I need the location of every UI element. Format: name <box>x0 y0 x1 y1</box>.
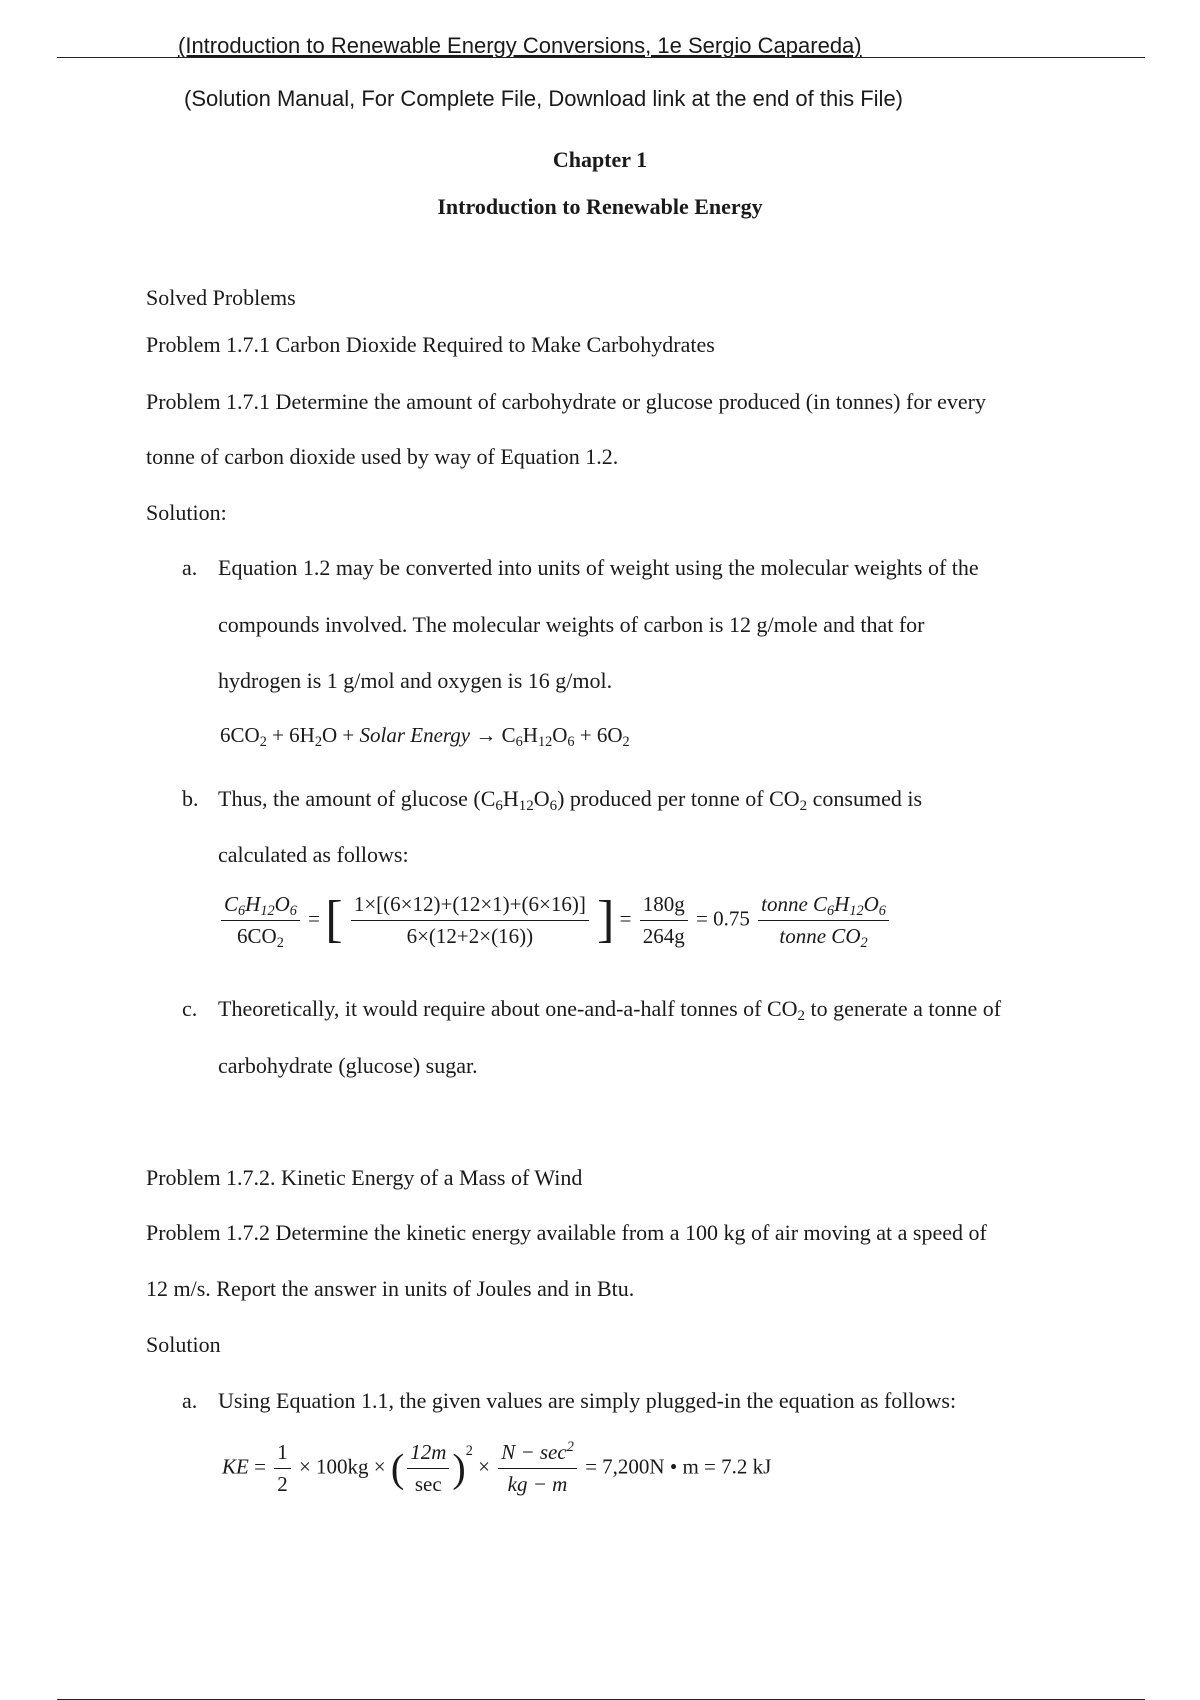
problem2-item-a-label: a. <box>182 1388 198 1413</box>
problem1-item-b-line2: calculated as follows: <box>218 842 409 867</box>
problem1-item-b-label: b. <box>182 786 199 811</box>
problem1-statement-line1: Problem 1.7.1 Determine the amount of carbohydrate or glucose produced (in tonnes) for every <box>146 389 987 414</box>
document-header-note: (Solution Manual, For Complete File, Download link at the end of this File) <box>184 86 904 111</box>
gram-ratio-fraction: $\frac{180g}{264g}$ <box>640 892 688 949</box>
problem1-item-a-line3: hydrogen is 1 g/mol and oxygen is 16 g/mol. <box>218 668 613 693</box>
problem2-statement-line2: 12 m/s. Report the answer in units of Joules and in Btu. <box>146 1276 635 1301</box>
problem2-statement-line1: Problem 1.7.2 Determine the kinetic energy available from a 100 kg of air moving at a speed of <box>146 1220 987 1245</box>
molecular-weight-fraction: $\frac{1\times[(6\times 12)+(12\times 1)+(6\times 16)]}{6\times(12+2\times(16))}$ <box>351 892 589 949</box>
problem1-item-a-line1: Equation 1.2 may be converted into units of weight using the molecular weights of the <box>218 555 979 580</box>
half-fraction: $\frac{1}{2}$ <box>274 1440 291 1497</box>
problem1-item-c-line2: carbohydrate (glucose) sugar. <box>218 1053 478 1078</box>
problem2-solution-label: Solution <box>146 1332 221 1357</box>
problem1-item-c-line1: Theoretically, it would require about one-and-a-half tonnes of $CO_2$ to generate a tonne of <box>218 996 1002 1025</box>
velocity-fraction: $\frac{12m}{\sec}$ <box>407 1440 449 1497</box>
document-header-title: (Introduction to Renewable Energy Conversions, 1e Sergio Capareda) <box>178 33 862 58</box>
kinetic-energy-equation: KE = $\frac{1}{2}$ × 100kg × ( $\frac{12m}{\sec}$ )$^2$ × $\frac{N - \sec^2}{kg - m}$ = 7,200N • m = 7.2 kJ <box>222 1439 772 1496</box>
glucose-ratio-equation: $\frac{C_6H_{12}O_6}{6CO_2}$ = [ $\frac{1\times[(6\times 12)+(12\times 1)+(6\times 16)]}{6\times(12+2\times(16))}$ ] = $\frac{180g}{264g}$ = 0.75 $\frac{tonne C_6H_{12}O_6}{tonne CO_2}$ <box>218 892 892 949</box>
section-title: Solved Problems <box>146 285 296 310</box>
photosynthesis-equation: $6CO_2 + 6H_2O$ + Solar Energy → $C_6H_{12}O_6 + 6O_2$ <box>220 723 630 750</box>
chapter-title: Introduction to Renewable Energy <box>437 194 763 219</box>
problem1-item-a-label: a. <box>182 555 198 580</box>
problem1-statement-line2: tonne of carbon dioxide used by way of Equation 1.2. <box>146 444 619 469</box>
problem2-item-a-line1: Using Equation 1.1, the given values are simply plugged-in the equation as follows: <box>218 1388 957 1413</box>
lhs-fraction: $\frac{C_6H_{12}O_6}{6CO_2}$ <box>221 892 300 949</box>
problem1-item-c-label: c. <box>182 996 198 1021</box>
header-divider <box>57 57 1145 58</box>
newton-unit-fraction: $\frac{N - \sec^2}{kg - m}$ <box>498 1440 577 1497</box>
problem2-heading: Problem 1.7.2. Kinetic Energy of a Mass of Wind <box>146 1165 583 1190</box>
unit-fraction: $\frac{tonne C_6H_{12}O_6}{tonne CO_2}$ <box>758 892 889 949</box>
problem1-item-b-line1: Thus, the amount of glucose $(C_6H_{12}O_6)$ produced per tonne of $CO_2$ consumed is <box>218 786 923 815</box>
problem1-item-a-line2: compounds involved. The molecular weights of carbon is 12 g/mole and that for <box>218 612 925 637</box>
problem1-solution-label: Solution: <box>146 500 227 525</box>
problem1-heading: Problem 1.7.1 Carbon Dioxide Required to Make Carbohydrates <box>146 332 715 357</box>
chapter-label: Chapter 1 <box>552 147 648 172</box>
